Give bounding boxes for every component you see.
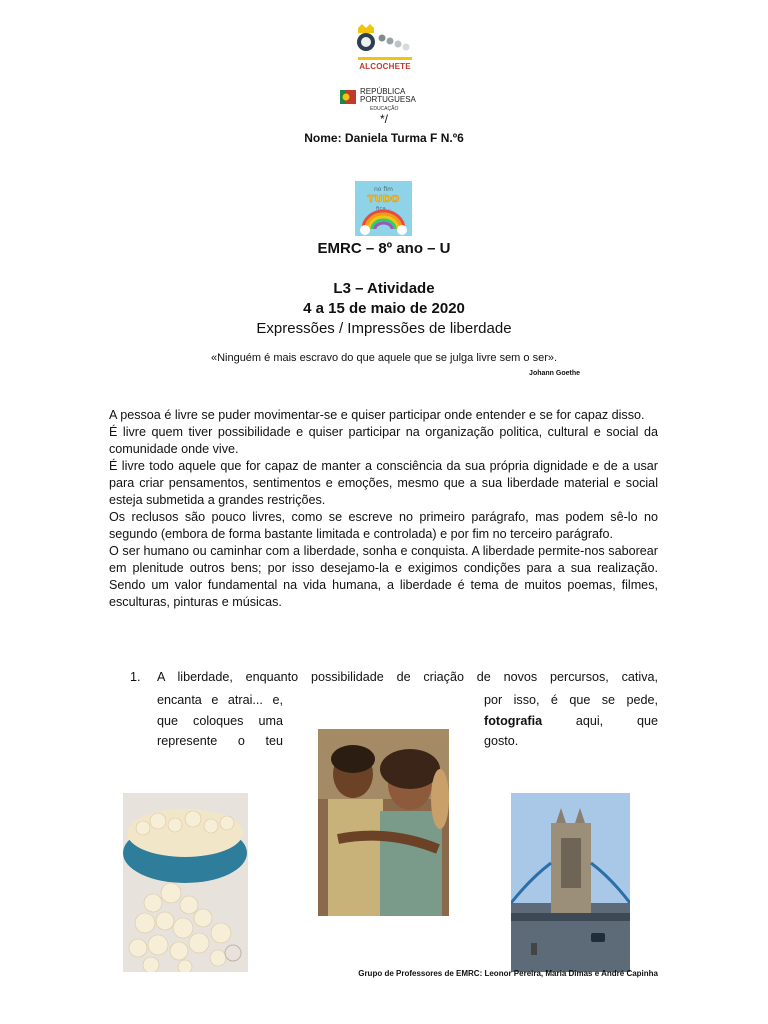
question-right-column	[484, 690, 658, 752]
question-left-line: que coloques uma	[157, 713, 283, 728]
photo-word: fotografia	[484, 713, 543, 728]
question-right-line: por isso, é que se pede,	[484, 693, 658, 707]
quote-author: Johann Goethe	[529, 370, 580, 377]
body-text	[109, 407, 658, 611]
lesson-title: L3 – Atividade	[333, 280, 435, 297]
question-left-column	[157, 690, 283, 752]
rainbow-image	[355, 181, 412, 236]
school-crest-icon	[352, 24, 418, 60]
body-paragraph: Os reclusos são pouco livres, como se escreve no primeiro parágrafo, mas podem sê-lo no segundo (embora de forma bastante limitada e controlada) e por fim no terceiro parágrafo.	[109, 510, 658, 541]
question-left-line: represente o teu	[157, 734, 283, 748]
school-logo-text: ALCOCHETE	[359, 62, 411, 71]
friends-photo	[318, 729, 449, 916]
question-left-line: encanta e atrai... e,	[157, 693, 283, 707]
portugal-flag-icon	[340, 90, 356, 104]
question-right-rest: aqui, que	[575, 713, 658, 728]
student-name: Nome: Daniela Turma F N.º6	[304, 131, 464, 145]
body-paragraph: É livre quem tiver possibilidade e quiser participar na organização politica, cultural e social da comunidade onde vive.	[109, 425, 658, 456]
lesson-subtitle: Expressões / Impressões de liberdade	[256, 320, 512, 337]
question-right-line	[484, 711, 658, 732]
popcorn-photo	[123, 793, 248, 972]
course-title: EMRC – 8º ano – U	[317, 240, 451, 257]
republic-sub: EDUCAÇÃO	[370, 106, 399, 112]
body-paragraph: O ser humano ou caminhar com a liberdade, sonha e conquista. A liberdade permite-nos saborear em plenitude outros bens; por isso desejamo-la e exigimos condições para a sua realização. Sendo um valor fundamental na vida humana, a liberdade é tema de muitos poemas, filmes, esculturas, pinturas e músicas.	[109, 544, 658, 609]
rainbow-caption-1: no fim	[373, 186, 394, 193]
question-number: 1.	[130, 670, 141, 684]
footer-credits: Grupo de Professores de EMRC: Leonor Pereira, Maria Dimas e André Capinha	[358, 969, 658, 978]
tower-bridge-photo	[511, 793, 630, 972]
body-paragraph: É livre todo aquele que for capaz de manter a consciência da sua própria dignidade e de a usar para criar pensamentos, sentimentos e emoções, mesmo que a sua liberdade material e social esteja submetida a grandes restrições.	[109, 459, 658, 507]
republic-logo	[340, 87, 430, 112]
rainbow-caption-3: fica...	[375, 206, 392, 212]
republic-line-2: PORTUGUESA	[360, 95, 416, 104]
slash-mark: */	[379, 112, 388, 126]
lesson-dates: 4 a 15 de maio de 2020	[303, 300, 465, 317]
question-line-1: A liberdade, enquanto possibilidade de criação de novos percursos, cativa,	[157, 670, 658, 684]
quote-text: «Ninguém é mais escravo do que aquele que se julga livre sem o ser».	[210, 352, 558, 364]
rainbow-caption-2: TUDO	[367, 194, 400, 205]
school-logo	[352, 24, 418, 74]
republic-line-1: REPÚBLICA	[360, 87, 406, 96]
question-right-line: gosto.	[484, 734, 519, 748]
body-paragraph: A pessoa é livre se puder movimentar-se e quiser participar onde entender e se for capaz disso.	[109, 408, 645, 422]
